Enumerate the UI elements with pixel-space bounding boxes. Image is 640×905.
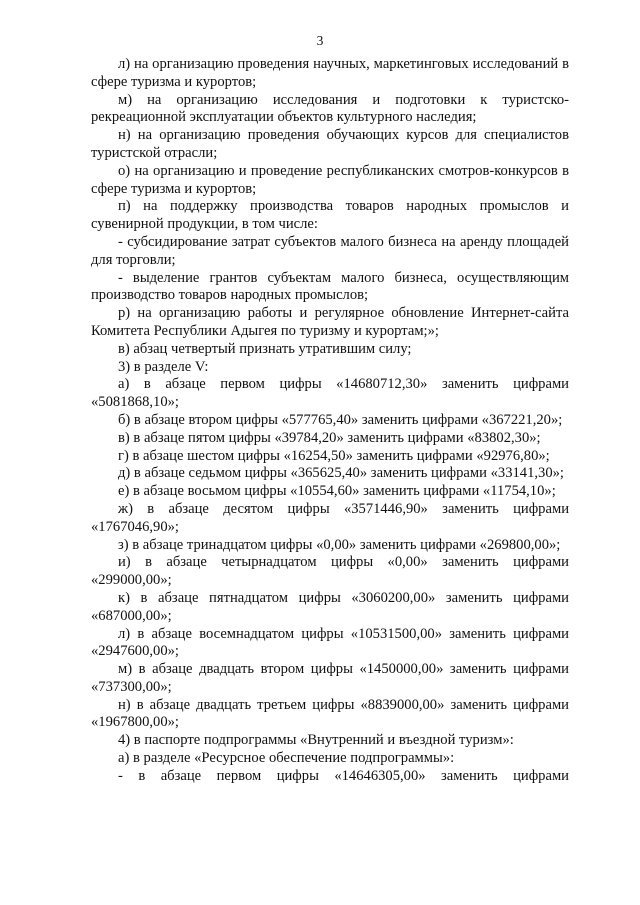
paragraph-amend-e: е) в абзаце восьмом цифры «10554,60» заменить цифрами «11754,10»; <box>118 483 556 500</box>
paragraph-amend-b: б) в абзаце втором цифры «577765,40» заменить цифрами «367221,20»; <box>118 411 563 428</box>
paragraph-amend-k: к) в абзаце пятнадцатом цифры «3060200,00» заменить цифрами «687000,00»; <box>91 589 569 624</box>
paragraph-n-training-courses: н) на организацию проведения обучающих курсов для специалистов туристской отрасли; <box>91 127 569 161</box>
paragraph-amend-l: л) в абзаце восемнадцатом цифры «10531500,00» заменить цифрами «2947600,00»; <box>91 625 569 660</box>
paragraph-amend-a: а) в абзаце первом цифры «14680712,30» заменить цифрами «5081868,10»; <box>91 376 569 411</box>
paragraph-o-contests: о) на организацию и проведение республиканских смотров-конкурсов в сфере туризма и курортов; <box>91 162 569 197</box>
paragraph-amend-v: в) в абзаце пятом цифры «39784,20» заменить цифрами «83802,30»; <box>118 429 541 446</box>
paragraph-p-folk-crafts: п) на поддержку производства товаров народных промыслов и сувенирной продукции, в том числе: <box>91 198 569 233</box>
paragraph-amend-z: з) в абзаце тринадцатом цифры «0,00» заменить цифрами «269800,00»; <box>118 536 561 553</box>
paragraph-first-abzac: - в абзаце первом цифры «14646305,00» заменить цифрами <box>118 767 569 784</box>
paragraph-amend-i: и) в абзаце четырнадцатом цифры «0,00» заменить цифрами «299000,00»; <box>91 554 569 589</box>
paragraph-section-v: 3) в разделе V: <box>118 358 209 375</box>
paragraph-amend-n: н) в абзаце двадцать третьем цифры «8839000,00» заменить цифрами «1967800,00»; <box>91 696 569 731</box>
paragraph-amend-m: м) в абзаце двадцать втором цифры «1450000,00» заменить цифрами «737300,00»; <box>91 661 569 695</box>
paragraph-amend-zh: ж) в абзаце десятом цифры «3571446,90» заменить цифрами «1767046,90»; <box>91 500 569 535</box>
paragraph-passport-subprogram: 4) в паспорте подпрограммы «Внутренний и въездной туризм»: <box>118 732 514 749</box>
paragraph-m-cultural-heritage: м) на организацию исследования и подготовки к туристско-рекреационной эксплуатации объектов культурного наследия; <box>91 91 569 126</box>
paragraph-resource-section: а) в разделе «Ресурсное обеспечение подпрограммы»: <box>118 750 455 767</box>
paragraph-r-website: р) на организацию работы и регулярное обновление Интернет-сайта Комитета Республики Адыгея по туризму и курортам;»; <box>91 305 569 339</box>
paragraph-grants: - выделение грантов субъектам малого бизнеса, осуществляющим производство товаров народных промыслов; <box>91 269 569 304</box>
document-body <box>91 56 569 786</box>
paragraph-amend-g: г) в абзаце шестом цифры «16254,50» заменить цифрами «92976,80»; <box>118 447 550 464</box>
paragraph-amend-d: д) в абзаце седьмом цифры «365625,40» заменить цифрами «33141,30»; <box>118 465 564 482</box>
paragraph-l-research: л) на организацию проведения научных, маркетинговых исследований в сфере туризма и курортов; <box>91 56 569 90</box>
paragraph-v-abzac-4: в) абзац четвертый признать утратившим силу; <box>118 340 412 357</box>
page-number: 3 <box>316 33 324 48</box>
paragraph-subsidies: - субсидирование затрат субъектов малого бизнеса на аренду площадей для торговли; <box>91 233 569 268</box>
